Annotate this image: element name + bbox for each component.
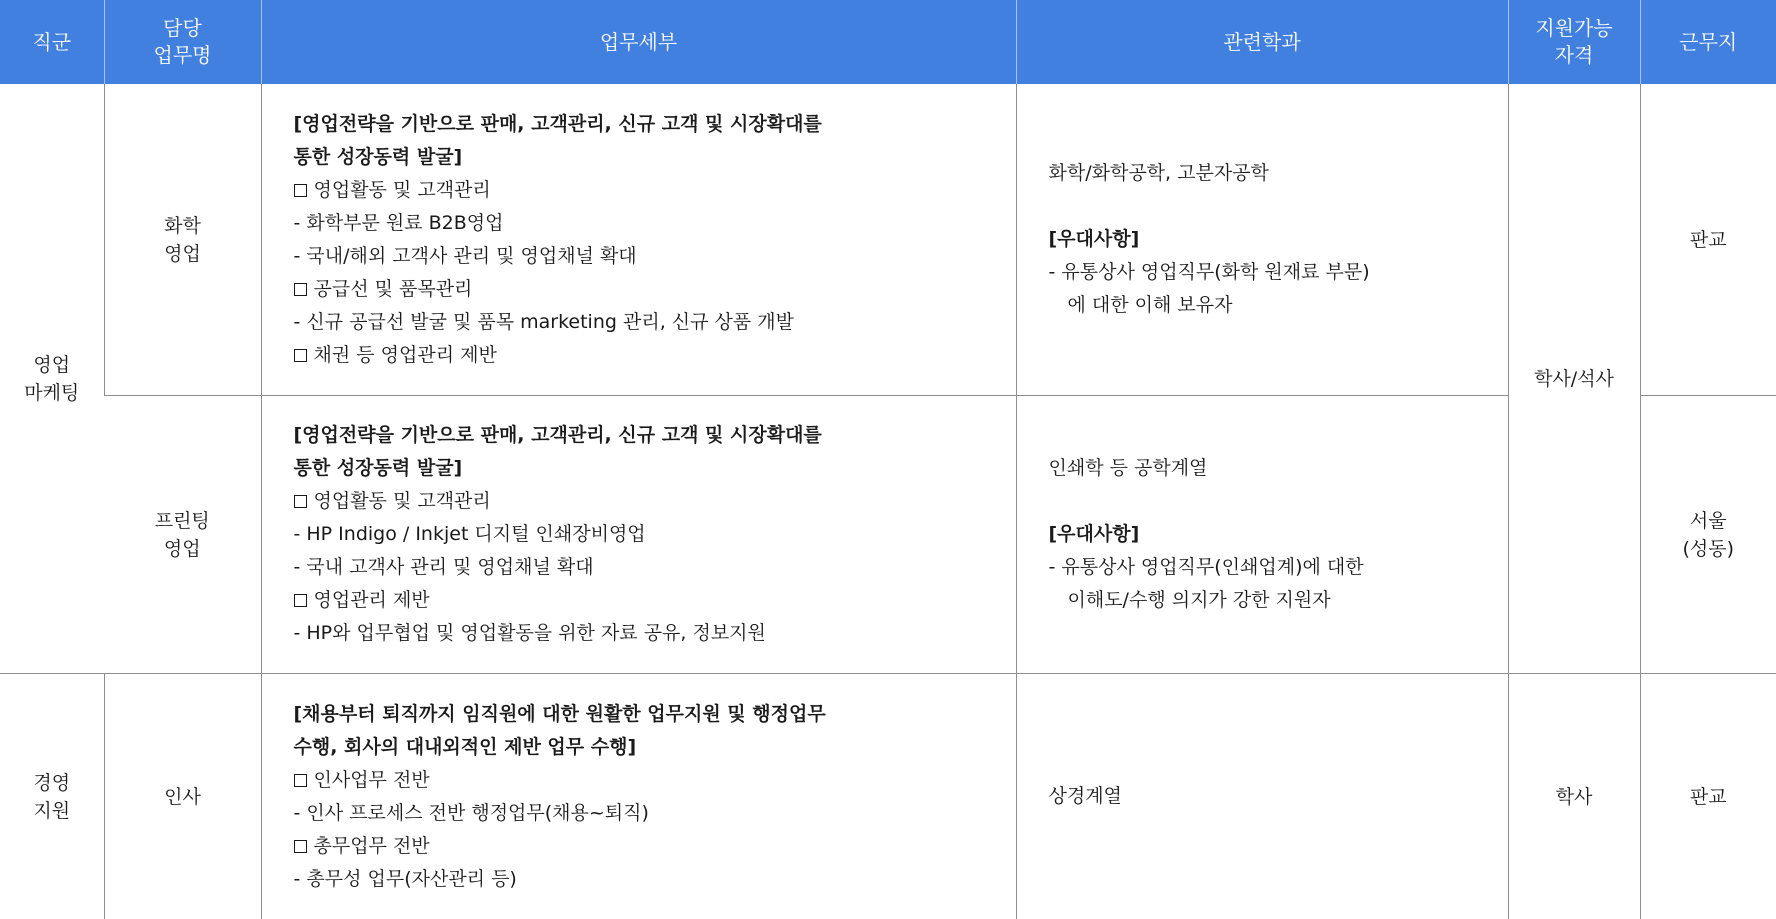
job-group-cell: 경영 지원 bbox=[0, 674, 104, 919]
header-job-group: 직군 bbox=[0, 0, 104, 84]
location-cell: 판교 bbox=[1640, 84, 1776, 396]
detail-section-line: 채권 등 영업관리 제반 bbox=[294, 339, 1006, 372]
majors-text: 인쇄학 등 공학계열 bbox=[1049, 452, 1498, 485]
location-cell: 판교 bbox=[1640, 674, 1776, 919]
detail-item-line: - 화학부문 원료 B2B영업 bbox=[294, 207, 1006, 240]
detail-item-line: - 신규 공급선 발굴 및 품목 marketing 관리, 신규 상품 개발 bbox=[294, 306, 1006, 339]
detail-item-line: - HP Indigo / Inkjet 디지털 인쇄장비영업 bbox=[294, 518, 1006, 551]
checkbox-square-icon bbox=[294, 349, 307, 362]
detail-summary-line: [채용부터 퇴직까지 임직원에 대한 원활한 업무지원 및 행정업무 bbox=[294, 698, 1006, 731]
location-cell: 서울 (성동) bbox=[1640, 396, 1776, 674]
job-group-cell: 영업 마케팅 bbox=[0, 84, 104, 674]
detail-item-line: - HP와 업무협업 및 영업활동을 위한 자료 공유, 정보지원 bbox=[294, 617, 1006, 650]
majors-cell bbox=[1016, 674, 1508, 919]
detail-section-line: 영업활동 및 고객관리 bbox=[294, 485, 1006, 518]
detail-summary-line: 수행, 회사의 대내외적인 제반 업무 수행] bbox=[294, 731, 1006, 764]
details-cell bbox=[261, 396, 1016, 674]
table-header-row bbox=[0, 0, 1776, 84]
detail-item-line: - 국내/해외 고객사 관리 및 영업채널 확대 bbox=[294, 240, 1006, 273]
qualification-cell: 학사/석사 bbox=[1508, 84, 1640, 674]
qualification-cell: 학사 bbox=[1508, 674, 1640, 919]
preferred-line: 에 대한 이해 보유자 bbox=[1049, 289, 1498, 322]
checkbox-square-icon bbox=[294, 184, 307, 197]
detail-item-line: - 국내 고객사 관리 및 영업채널 확대 bbox=[294, 551, 1006, 584]
header-task-name: 담당 업무명 bbox=[104, 0, 261, 84]
checkbox-square-icon bbox=[294, 840, 307, 853]
header-qualification: 지원가능 자격 bbox=[1508, 0, 1640, 84]
detail-item-line: - 인사 프로세스 전반 행정업무(채용~퇴직) bbox=[294, 797, 1006, 830]
detail-item-line: - 총무성 업무(자산관리 등) bbox=[294, 863, 1006, 896]
detail-section-line: 영업관리 제반 bbox=[294, 584, 1006, 617]
table-row bbox=[0, 84, 1776, 396]
detail-summary-line: [영업전략을 기반으로 판매, 고객관리, 신규 고객 및 시장확대를 bbox=[294, 108, 1006, 141]
detail-section-line: 영업활동 및 고객관리 bbox=[294, 174, 1006, 207]
checkbox-square-icon bbox=[294, 495, 307, 508]
checkbox-square-icon bbox=[294, 594, 307, 607]
header-location: 근무지 bbox=[1640, 0, 1776, 84]
details-cell bbox=[261, 84, 1016, 396]
task-name-cell: 화학 영업 bbox=[104, 84, 261, 396]
table-row bbox=[0, 674, 1776, 919]
majors-text: 상경계열 bbox=[1049, 780, 1498, 813]
detail-section-line: 공급선 및 품목관리 bbox=[294, 273, 1006, 306]
checkbox-square-icon bbox=[294, 774, 307, 787]
checkbox-square-icon bbox=[294, 283, 307, 296]
details-cell bbox=[261, 674, 1016, 919]
majors-cell bbox=[1016, 84, 1508, 396]
preferred-line: - 유통상사 영업직무(화학 원재료 부문) bbox=[1049, 256, 1498, 289]
detail-summary-line: 통한 성장동력 발굴] bbox=[294, 452, 1006, 485]
detail-section-line: 총무업무 전반 bbox=[294, 830, 1006, 863]
header-details: 업무세부 bbox=[261, 0, 1016, 84]
header-majors: 관련학과 bbox=[1016, 0, 1508, 84]
detail-section-line: 인사업무 전반 bbox=[294, 764, 1006, 797]
preferred-title: [우대사항] bbox=[1049, 223, 1498, 256]
task-name-cell: 프린팅 영업 bbox=[104, 396, 261, 674]
preferred-line: 이해도/수행 의지가 강한 지원자 bbox=[1049, 584, 1498, 617]
majors-text: 화학/화학공학, 고분자공학 bbox=[1049, 157, 1498, 190]
majors-cell bbox=[1016, 396, 1508, 674]
preferred-line: - 유통상사 영업직무(인쇄업계)에 대한 bbox=[1049, 551, 1498, 584]
preferred-title: [우대사항] bbox=[1049, 518, 1498, 551]
task-name-cell: 인사 bbox=[104, 674, 261, 919]
detail-summary-line: 통한 성장동력 발굴] bbox=[294, 141, 1006, 174]
detail-summary-line: [영업전략을 기반으로 판매, 고객관리, 신규 고객 및 시장확대를 bbox=[294, 419, 1006, 452]
